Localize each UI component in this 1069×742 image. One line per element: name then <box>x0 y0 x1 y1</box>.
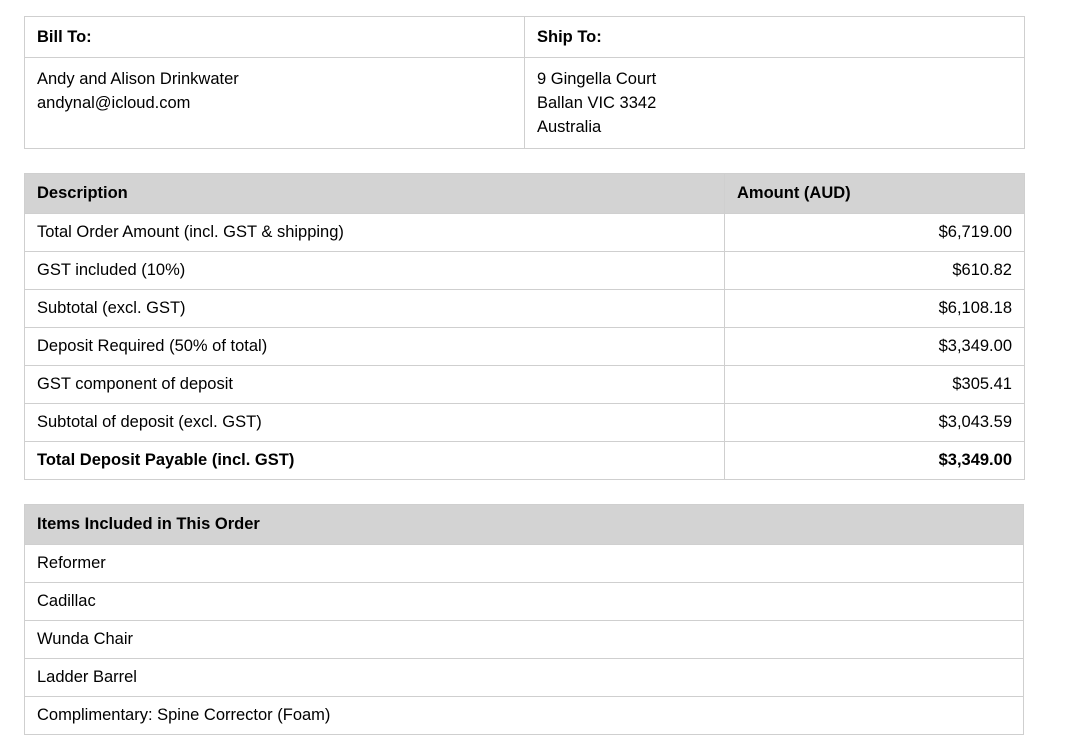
address-content-row <box>25 58 1025 149</box>
item-name: Cadillac <box>25 583 1024 621</box>
list-item <box>25 545 1024 583</box>
ship-to-line: 9 Gingella Court <box>537 70 657 88</box>
summary-header-row <box>25 174 1025 214</box>
summary-description: Total Deposit Payable (incl. GST) <box>25 442 725 480</box>
summary-amount: $305.41 <box>725 366 1025 404</box>
summary-amount-header: Amount (AUD) <box>725 174 1025 214</box>
ship-to-line: Australia <box>537 118 602 136</box>
table-row <box>25 328 1025 366</box>
amount-summary-table <box>24 173 1025 480</box>
bill-to-line: andynal@icloud.com <box>37 94 191 112</box>
bill-to-cell <box>25 58 525 149</box>
items-header: Items Included in This Order <box>25 505 1024 545</box>
address-table <box>24 16 1025 149</box>
summary-description: GST component of deposit <box>25 366 725 404</box>
table-row <box>25 252 1025 290</box>
bill-to-header: Bill To: <box>25 17 525 58</box>
list-item <box>25 583 1024 621</box>
summary-description: Total Order Amount (incl. GST & shipping) <box>25 214 725 252</box>
summary-description: Deposit Required (50% of total) <box>25 328 725 366</box>
table-row <box>25 404 1025 442</box>
summary-description-header: Description <box>25 174 725 214</box>
table-row <box>25 366 1025 404</box>
item-name: Complimentary: Spine Corrector (Foam) <box>25 697 1024 735</box>
summary-description: GST included (10%) <box>25 252 725 290</box>
address-header-row <box>25 17 1025 58</box>
list-item <box>25 659 1024 697</box>
items-header-row <box>25 505 1024 545</box>
summary-amount: $610.82 <box>725 252 1025 290</box>
ship-to-line: Ballan VIC 3342 <box>537 94 657 112</box>
ship-to-cell <box>525 58 1025 149</box>
item-name: Ladder Barrel <box>25 659 1024 697</box>
summary-amount: $6,108.18 <box>725 290 1025 328</box>
table-row <box>25 290 1025 328</box>
items-included-table <box>24 504 1024 735</box>
summary-amount: $3,349.00 <box>725 328 1025 366</box>
summary-description: Subtotal (excl. GST) <box>25 290 725 328</box>
bill-to-line: Andy and Alison Drinkwater <box>37 70 239 88</box>
item-name: Reformer <box>25 545 1024 583</box>
summary-amount: $3,043.59 <box>725 404 1025 442</box>
summary-description: Subtotal of deposit (excl. GST) <box>25 404 725 442</box>
table-row <box>25 214 1025 252</box>
list-item <box>25 621 1024 659</box>
summary-amount: $6,719.00 <box>725 214 1025 252</box>
summary-amount: $3,349.00 <box>725 442 1025 480</box>
ship-to-header: Ship To: <box>525 17 1025 58</box>
list-item <box>25 697 1024 735</box>
item-name: Wunda Chair <box>25 621 1024 659</box>
total-deposit-row <box>25 442 1025 480</box>
